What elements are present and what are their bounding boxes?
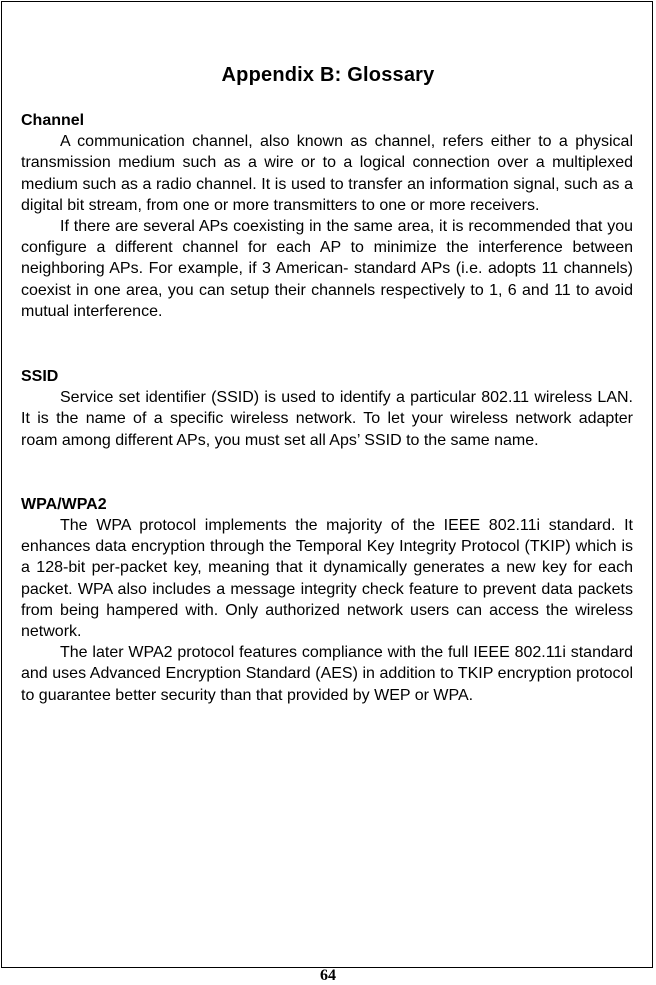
glossary-entry-wpa bbox=[21, 494, 633, 706]
page-title: Appendix B: Glossary bbox=[221, 64, 435, 86]
glossary-paragraph: A communication channel, also known as channel, refers either to a physical transmission medium such as a wire or to a logical connection over a multiplexed medium such as a radio channel. It is used to transfer an information signal, such as a digital bit stream, from one or more transmitters to one or more receivers. bbox=[21, 133, 633, 214]
page-number: 64 bbox=[320, 967, 336, 984]
glossary-paragraph: Service set identifier (SSID) is used to identify a particular 802.11 wireless LAN. It is the name of a specific wireless network. To let your wireless network adapter roam among different APs, you must set all Aps’ SSID to the same name. bbox=[21, 389, 633, 449]
glossary-term: SSID bbox=[21, 368, 59, 386]
glossary-content bbox=[21, 110, 633, 706]
glossary-entry-ssid bbox=[21, 366, 633, 451]
glossary-paragraph: If there are several APs coexisting in the same area, it is recommended that you configure a different channel for each AP to minimize the interference between neighboring APs. For example, if 3 American- standard APs (i.e. adopts 11 channels) coexist in one area, you can setup their channels respectively to 1, 6 and 11 to avoid mutual interference. bbox=[21, 218, 633, 320]
glossary-paragraph: The later WPA2 protocol features compliance with the full IEEE 802.11i standard and uses Advanced Encryption Standard (AES) in addition to TKIP encryption protocol to guarantee better security than that provided by WEP or WPA. bbox=[21, 644, 633, 704]
glossary-term: WPA/WPA2 bbox=[21, 495, 107, 513]
glossary-entry-channel bbox=[21, 110, 633, 322]
glossary-paragraph: The WPA protocol implements the majority of the IEEE 802.11i standard. It enhances data encryption through the Temporal Key Integrity Protocol (TKIP) which is a 128-bit per-packet key, meaning that it dynamically generates a new key for each packet. WPA also includes a message integrity check feature to prevent data packets from being hampered with. Only authorized network users can access the wireless network. bbox=[21, 517, 633, 641]
glossary-term: Channel bbox=[21, 112, 85, 129]
